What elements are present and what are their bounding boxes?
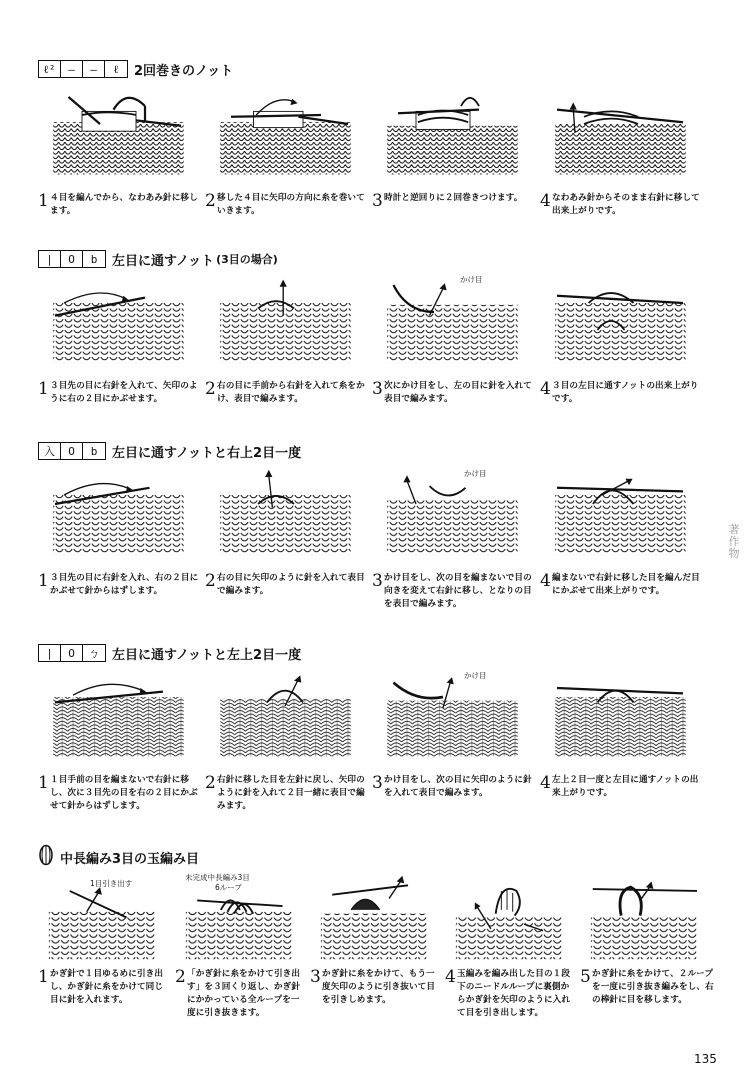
step-caption: [445, 968, 577, 1020]
step-text: １目手前の目を編まないで右針に移し、次に３目先の目を右の２目にかぶせて針からはずします。: [50, 775, 198, 811]
section-header: [60, 846, 199, 868]
knitting-illustration: [540, 276, 700, 366]
symbol-cell: b: [90, 252, 98, 266]
pull-loop-label: 1目引き出す: [90, 879, 133, 888]
step-caption: [38, 192, 203, 218]
step-caption: [372, 192, 537, 210]
step-number: 1: [38, 571, 49, 591]
symbol-cell: |: [39, 251, 61, 267]
section-header: [38, 440, 301, 462]
knitting-illustration: [205, 276, 365, 366]
symbol-cell: —: [83, 61, 105, 77]
step-text: なわあみ針からそのまま右針に移して出来上がりです。: [552, 193, 700, 216]
step-number: 3: [372, 571, 383, 591]
step-caption: [372, 774, 537, 800]
step-text: 編まないで右針に移した目を編んだ目にかぶせて出来上がりです。: [552, 573, 700, 596]
knitting-illustration: [205, 88, 365, 178]
knitting-illustration: [372, 88, 532, 178]
section-title: 左目に通すノットと右上2目一度: [112, 445, 302, 461]
step-text: 時計と逆回りに２回巻きつけます。: [384, 193, 523, 203]
stitch-symbol: [38, 442, 106, 460]
step-number: 4: [540, 571, 551, 591]
step-caption: [205, 774, 370, 813]
step-number: 2: [205, 773, 216, 793]
step-number: 5: [580, 967, 591, 987]
step-number: 2: [205, 571, 216, 591]
step-text: ３目の左目に通すノットの出来上がりです。: [552, 381, 699, 404]
step-number: 3: [310, 967, 321, 987]
bobble-symbol-icon: [38, 844, 54, 866]
copyright-side-mark: 著作物: [728, 523, 740, 560]
step-number: 3: [372, 379, 383, 399]
six-loops-label: 6ループ: [215, 883, 242, 892]
step-text: かぎ針に糸をかけて、２ループを一度に引き抜き編みをし、右の棒針に目を移します。: [592, 969, 714, 1005]
step-text: 「かぎ針に糸をかけて引き出す」を３回くり返し、かぎ針にかかっている全ループを一度に引き抜きます。: [187, 969, 301, 1018]
knitting-illustration: [540, 670, 700, 760]
knitting-illustration: [205, 468, 365, 558]
section-header: [38, 248, 278, 270]
section-header: [38, 642, 301, 664]
step-number: 1: [38, 967, 49, 987]
symbol-cell: O: [61, 443, 83, 459]
step-number: 1: [38, 191, 49, 211]
knitting-illustration: [540, 88, 700, 178]
knitting-illustration: [310, 872, 435, 962]
knitting-illustration: [205, 670, 365, 760]
symbol-cell: —: [61, 61, 83, 77]
step-number: 2: [205, 379, 216, 399]
section-title: 左目に通すノットと左上2目一度: [112, 647, 302, 663]
step-text: 次にかけ目をし、左の目に針を入れて表目で編みます。: [384, 381, 532, 404]
knitting-illustration: [580, 872, 705, 962]
knitting-illustration: [38, 468, 198, 558]
yarn-over-label: かけ目: [464, 469, 487, 478]
step-text: 移した４目に矢印の方向に糸を巻いていきます。: [217, 193, 365, 216]
step-number: 4: [540, 191, 551, 211]
knitting-illustration: [38, 276, 198, 366]
symbol-cell: O: [61, 251, 83, 267]
stitch-symbol: [38, 644, 106, 662]
stitch-symbol: [38, 60, 128, 78]
knitting-illustration: [445, 872, 570, 962]
step-text: 右針に移した目を左針に戻し、矢印のように針を入れて２目一緒に表目で編みます。: [217, 775, 365, 811]
symbol-cell: ㄅ: [88, 647, 100, 660]
step-caption: [372, 572, 537, 611]
step-number: 4: [540, 773, 551, 793]
step-caption: [175, 968, 307, 1020]
knitting-illustration: [372, 276, 532, 366]
knitting-illustration: [372, 468, 532, 558]
page-number: 135: [694, 1052, 717, 1066]
step-text: かけ目をし、次の目を編まないで目の向きを変えて右針に移し、となりの目を表目で編みます。: [384, 573, 532, 609]
step-text: ４目を編んでから、なわあみ針に移します。: [50, 193, 198, 216]
step-caption: [38, 572, 203, 598]
step-text: 玉編みを編み出した目の１段下のニードルループに裏側からかぎ針を矢印のように入れて目を引き出します。: [457, 969, 571, 1018]
step-number: 2: [175, 967, 186, 987]
yarn-over-label: かけ目: [460, 275, 483, 284]
symbol-cell: ℓ: [113, 62, 119, 76]
step-text: 左上２目一度と左目に通すノットの出来上がりです。: [552, 775, 699, 798]
step-caption: [38, 774, 203, 813]
step-caption: [310, 968, 442, 1007]
knitting-illustration: [372, 670, 532, 760]
step-number: 3: [372, 773, 383, 793]
symbol-cell: 入: [39, 443, 61, 459]
yarn-over-label: かけ目: [464, 671, 487, 680]
section-header: [38, 58, 233, 80]
step-number: 4: [445, 967, 456, 987]
symbol-cell: ℓ²: [39, 61, 61, 77]
knitting-illustration: [540, 468, 700, 558]
section-title: 左目に通すノット: [112, 253, 215, 269]
step-caption: [540, 380, 705, 406]
step-caption: [205, 572, 370, 598]
symbol-cell: b: [90, 444, 98, 458]
knitting-illustration: [38, 670, 198, 760]
step-text: かぎ針に糸をかけて、もう一度矢印のように引き抜いて目を引きしめます。: [322, 969, 436, 1005]
step-caption: [205, 192, 370, 218]
step-number: 1: [38, 773, 49, 793]
symbol-cell: O: [61, 645, 83, 661]
step-caption: [372, 380, 537, 406]
step-caption: [580, 968, 715, 1007]
section-title: 中長編み3目の玉編み目: [60, 851, 200, 867]
unfinished-stitch-label: 未完成中長編み3目: [185, 873, 250, 882]
step-caption: [540, 572, 705, 598]
step-caption: [205, 380, 370, 406]
step-number: 3: [372, 191, 383, 211]
symbol-cell: |: [39, 645, 61, 661]
step-caption: [38, 380, 203, 406]
step-number: 4: [540, 379, 551, 399]
section-subtitle: (3目の場合): [216, 253, 278, 266]
step-text: 右の目に矢印のように針を入れて表目で編みます。: [217, 573, 365, 596]
step-text: かぎ針で１目ゆるめに引き出し、かぎ針に糸をかけて同じ目に針を入れます。: [50, 969, 164, 1005]
step-number: 1: [38, 379, 49, 399]
stitch-symbol: [38, 250, 106, 268]
knitting-illustration: [38, 88, 198, 178]
step-caption: [38, 968, 170, 1007]
step-text: かけ目をし、次の目に矢印のように針を入れて表目で編みます。: [384, 775, 532, 798]
step-text: ３目先の目に右針を入れ、右の２目にかぶせて針からはずします。: [50, 573, 199, 596]
section-title: 2回巻きのノット: [134, 63, 234, 79]
step-caption: [540, 192, 705, 218]
step-text: 右の目に手前から右針を入れて糸をかけ、表目で編みます。: [217, 381, 365, 404]
step-text: ３目先の目に右針を入れて、矢印のように右の２目にかぶせます。: [50, 381, 198, 404]
step-caption: [540, 774, 705, 800]
step-number: 2: [205, 191, 216, 211]
